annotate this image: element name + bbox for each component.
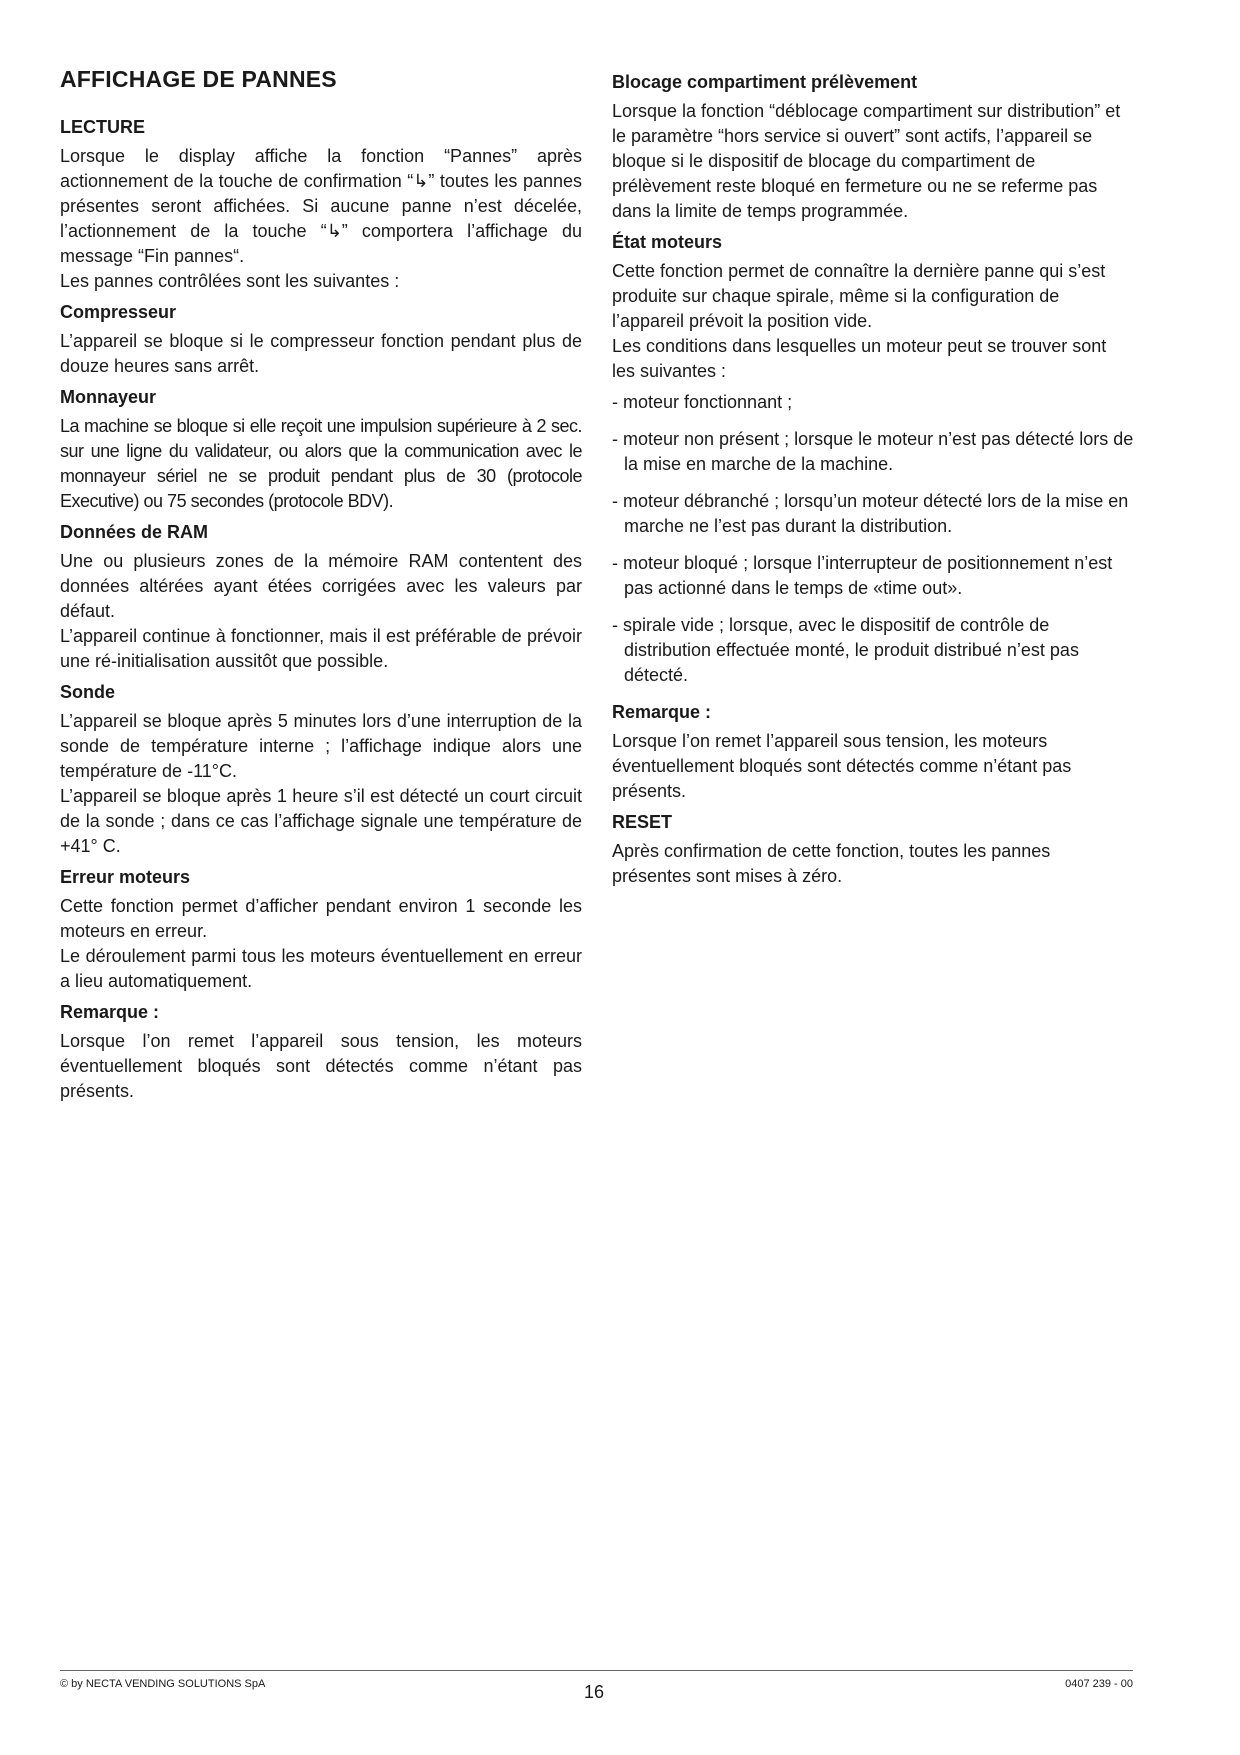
footer-copyright: © by NECTA VENDING SOLUTIONS SpA bbox=[60, 1678, 266, 1690]
section-paragraph: Le déroulement parmi tous les moteurs éventuellement en erreur a lieu automatiquement. bbox=[60, 946, 582, 991]
section-heading: Remarque : bbox=[60, 1002, 160, 1022]
document-code: 0407 239 - 00 bbox=[1065, 1678, 1133, 1690]
footer-divider bbox=[60, 1670, 1133, 1671]
right-column bbox=[612, 70, 1134, 895]
section-monnayeur bbox=[60, 385, 582, 514]
section-heading: RESET bbox=[612, 812, 673, 832]
list-item: - moteur débranché ; lorsqu’un moteur détecté lors de la mise en marche ne l’est pas durant la distribution. bbox=[612, 491, 1129, 536]
section-heading: État moteurs bbox=[612, 232, 723, 252]
section-paragraph: Après confirmation de cette fonction, toutes les pannes présentes sont mises à zéro. bbox=[612, 841, 1051, 886]
section-paragraph: Les pannes contrôlées sont les suivantes : bbox=[60, 271, 400, 291]
section-heading: LECTURE bbox=[60, 117, 145, 137]
list-item: - moteur fonctionnant ; bbox=[612, 392, 793, 412]
section-heading: Compresseur bbox=[60, 302, 177, 322]
section-erreur-moteurs bbox=[60, 865, 582, 994]
section-reset bbox=[612, 810, 1134, 889]
section-paragraph: Lorsque l’on remet l’appareil sous tension, les moteurs éventuellement bloqués sont détectés comme n’étant pas présents. bbox=[612, 731, 1072, 801]
section-remarque-right bbox=[612, 700, 1134, 804]
list-item: - moteur non présent ; lorsque le moteur n’est pas détecté lors de la mise en marche de la machine. bbox=[612, 429, 1134, 474]
list-item: - moteur bloqué ; lorsque l’interrupteur de positionnement n’est pas actionné dans le temps de «time out». bbox=[612, 553, 1113, 598]
section-paragraph: Cette fonction permet de connaître la dernière panne qui s’est produite sur chaque spirale, même si la configuration de l’appareil prévoit la position vide. bbox=[612, 261, 1106, 331]
section-compresseur bbox=[60, 300, 582, 379]
section-paragraph: Lorsque le display affiche la fonction “Pannes” après actionnement de la touche de confirmation “↳” toutes les pannes présentes seront affichées. Si aucune panne n’est décelée, l’actionnement de la touche “↳” comportera l’affichage du message “Fin pannes“. bbox=[60, 146, 582, 266]
section-paragraph: Les conditions dans lesquelles un moteur peut se trouver sont les suivantes : bbox=[612, 336, 1107, 381]
section-paragraph: L’appareil se bloque si le compresseur fonction pendant plus de douze heures sans arrêt. bbox=[60, 331, 582, 376]
left-column bbox=[60, 66, 582, 1110]
section-lecture bbox=[60, 115, 582, 294]
section-paragraph: Une ou plusieurs zones de la mémoire RAM contentent des données altérées ayant étées corrigées avec les valeurs par défaut. bbox=[60, 551, 582, 621]
section-paragraph: L’appareil continue à fonctionner, mais il est préférable de prévoir une ré-initialisation aussitôt que possible. bbox=[60, 626, 582, 671]
section-heading: Monnayeur bbox=[60, 387, 157, 407]
section-paragraph: Cette fonction permet d’afficher pendant environ 1 seconde les moteurs en erreur. bbox=[60, 896, 582, 941]
section-paragraph: L’appareil se bloque après 1 heure s’il est détecté un court circuit de la sonde ; dans ce cas l’affichage signale une température de +41° C. bbox=[60, 786, 582, 856]
list-item: - spirale vide ; lorsque, avec le dispositif de contrôle de distribution effectuée monté, le produit distribué n’est pas détecté. bbox=[612, 615, 1079, 685]
section-paragraph: L’appareil se bloque après 5 minutes lors d’une interruption de la sonde de température interne ; l’affichage indique alors une température de -11°C. bbox=[60, 711, 582, 781]
section-heading: Données de RAM bbox=[60, 522, 209, 542]
section-heading: Erreur moteurs bbox=[60, 867, 191, 887]
section-sonde bbox=[60, 680, 582, 859]
section-paragraph: Lorsque la fonction “déblocage compartiment sur distribution” et le paramètre “hors service si ouvert” sont actifs, l’appareil se bloque si le dispositif de blocage du compartiment de prélèvement reste bloqué en fermeture ou ne se referme pas dans la limite de temps programmée. bbox=[612, 101, 1121, 221]
section-heading: Blocage compartiment prélèvement bbox=[612, 72, 918, 92]
page-title: AFFICHAGE DE PANNES bbox=[60, 66, 337, 92]
section-etat-moteurs bbox=[612, 230, 1134, 688]
section-paragraph: La machine se bloque si elle reçoit une impulsion supérieure à 2 sec. sur une ligne du validateur, ou alors que la communication avec le monnayeur sériel ne se produit pendant plus de 30 (protocole Executive) ou 75 secondes (protocole BDV). bbox=[60, 416, 582, 511]
page-number: 16 bbox=[584, 1682, 605, 1702]
section-paragraph: Lorsque l’on remet l’appareil sous tension, les moteurs éventuellement bloqués sont détectés comme n’étant pas présents. bbox=[60, 1031, 582, 1101]
section-blocage bbox=[612, 70, 1134, 224]
section-ram bbox=[60, 520, 582, 674]
section-heading: Sonde bbox=[60, 682, 116, 702]
section-heading: Remarque : bbox=[612, 702, 712, 722]
section-remarque bbox=[60, 1000, 582, 1104]
